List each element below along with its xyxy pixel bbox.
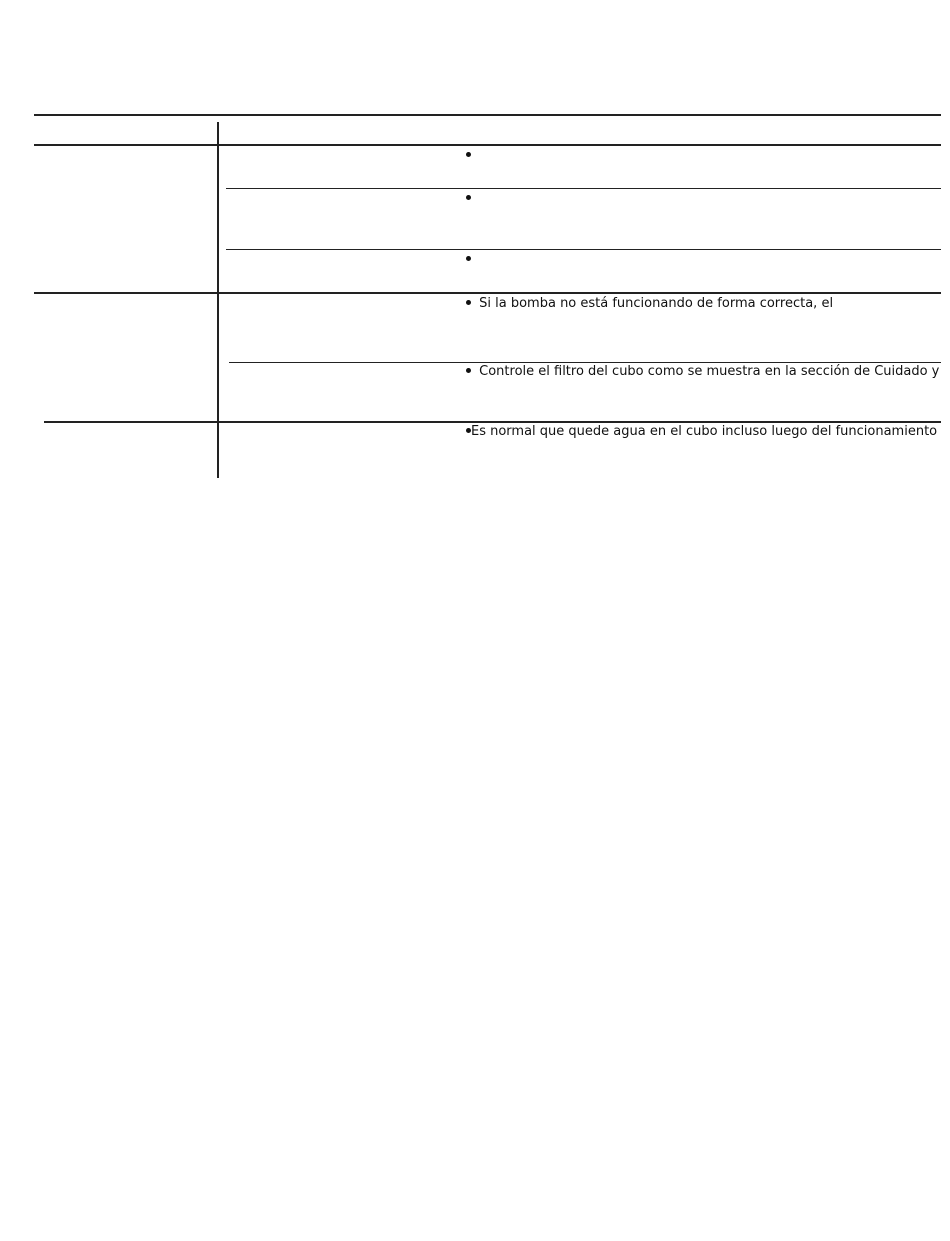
header-bottom-rule xyxy=(34,144,941,146)
row-2-divider xyxy=(217,293,219,422)
bullet-icon xyxy=(466,428,471,433)
row-3-divider xyxy=(217,422,219,478)
row-1-cause-rule xyxy=(226,249,941,250)
bullet-icon xyxy=(466,300,471,305)
solution-bullet xyxy=(466,296,833,312)
solution-text: Es normal que quede agua en el cubo incluso luego del funcionamiento xyxy=(471,424,938,439)
row-1-bottom-rule xyxy=(34,292,941,294)
solution-text: Controle el filtro del cubo como se muestra en la sección de Cuidado y xyxy=(479,364,940,379)
solution-bullet xyxy=(466,191,471,207)
solution-text: Si la bomba no está funcionando de forma correcta, el xyxy=(479,296,834,311)
bullet-icon xyxy=(466,152,471,157)
bullet-icon xyxy=(466,368,471,373)
row-2-bottom-rule xyxy=(44,421,941,423)
solution-bullet xyxy=(466,148,471,164)
bullet-icon xyxy=(466,256,471,261)
table-top-rule xyxy=(34,114,941,116)
row-2-cause-rule xyxy=(229,362,941,363)
solution-bullet xyxy=(466,252,471,268)
row-1-divider xyxy=(217,145,219,292)
header-divider xyxy=(217,122,219,145)
bullet-icon xyxy=(466,195,471,200)
row-1-cause-rule xyxy=(226,188,941,189)
solution-bullet xyxy=(466,364,939,380)
solution-bullet xyxy=(466,424,937,440)
